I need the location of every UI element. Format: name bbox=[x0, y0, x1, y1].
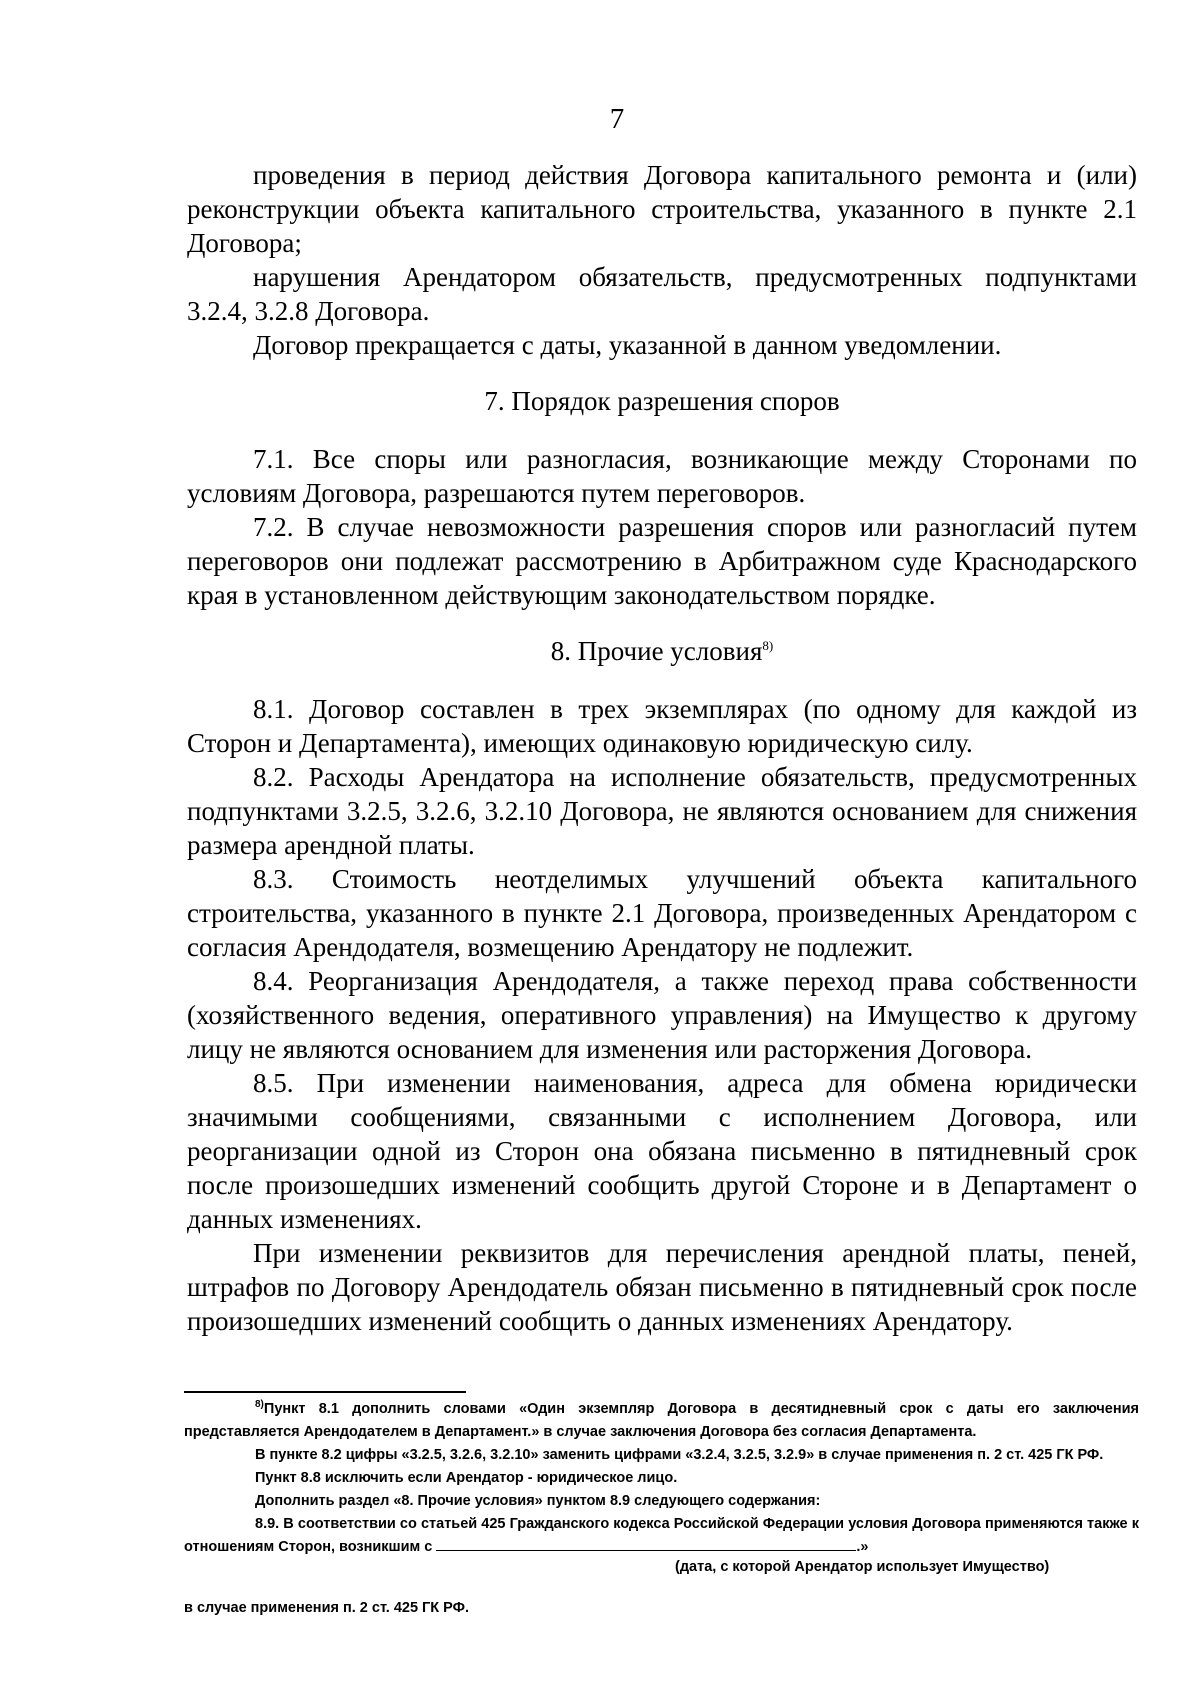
date-caption: (дата, с которой Арендатор использует Имущество) bbox=[675, 1559, 1050, 1575]
footnote-1-text: Пункт 8.1 дополнить словами «Один экземпляр Договора в десятидневный срок с даты его заключения представляется Арендодателем в Департамент.» в случае заключения Договора без согласия Департамента. bbox=[184, 1401, 1139, 1440]
footnote-5 bbox=[184, 1513, 1139, 1559]
footnote-1-mark: 8) bbox=[255, 1399, 264, 1411]
paragraph-8-4: 8.4. Реорганизация Арендодателя, а также переход права собственности (хозяйственного ведения, оперативного управления) на Имущество к другому лицу не являются основанием для изменения или расторжения Договора. bbox=[187, 966, 1137, 1064]
paragraph-8-3: 8.3. Стоимость неотделимых улучшений объекта капитального строительства, указанного в пункте 2.1 Договора, произведенных Арендатором с согласия Арендодателя, возмещению Арендатору не подлежит. bbox=[187, 864, 1137, 962]
page-number: 7 bbox=[609, 103, 625, 135]
document-body bbox=[187, 158, 1137, 1338]
footnote-2: В пункте 8.2 цифры «3.2.5, 3.2.6, 3.2.10» заменить цифрами «3.2.4, 3.2.5, 3.2.9» в случае применения п. 2 ст. 425 ГК РФ. bbox=[255, 1447, 1104, 1463]
date-blank-line bbox=[436, 1536, 856, 1551]
footnote-5-text: 8.9. В соответствии со статьей 425 Гражданского кодекса Российской Федерации условия Договора применяются также к отношениям Сторон, возникшим с bbox=[184, 1516, 1139, 1555]
paragraph-8-2: 8.2. Расходы Арендатора на исполнение обязательств, предусмотренных подпунктами 3.2.5, 3.2.6, 3.2.10 Договора, не являются основанием для снижения размера арендной платы. bbox=[187, 762, 1137, 860]
footnote-4: Дополнить раздел «8. Прочие условия» пунктом 8.9 следующего содержания: bbox=[255, 1493, 821, 1509]
section-heading-disputes: 7. Порядок разрешения споров bbox=[484, 386, 840, 416]
section-heading-other-text: 8. Прочие условия bbox=[550, 636, 763, 666]
footnote-1 bbox=[184, 1398, 1139, 1444]
footnotes bbox=[184, 1398, 1139, 1620]
paragraph-8-1: 8.1. Договор составлен в трех экземплярах (по одному для каждой из Сторон и Департамента), имеющих одинаковую юридическую силу. bbox=[187, 694, 1137, 758]
footnote-closing: в случае применения п. 2 ст. 425 ГК РФ. bbox=[184, 1600, 470, 1616]
footnote-5-end: .» bbox=[856, 1539, 869, 1555]
paragraph-7-2: 7.2. В случае невозможности разрешения споров или разногласий путем переговоров они подлежат рассмотрению в Арбитражном суде Краснодарского края в установленном действующим законодательством порядке. bbox=[187, 512, 1137, 610]
paragraph-intro-3: Договор прекращается с даты, указанной в данном уведомлении. bbox=[253, 330, 1002, 360]
footnote-separator bbox=[184, 1391, 466, 1393]
paragraph-intro-2: нарушения Арендатором обязательств, предусмотренных подпунктами 3.2.4, 3.2.8 Договора. bbox=[187, 262, 1137, 326]
paragraph-8-5: 8.5. При изменении наименования, адреса для обмена юридически значимыми сообщениями, связанными с исполнением Договора, или реорганизации одной из Сторон она обязана письменно в пятидневный срок после произошедших изменений сообщить другой Стороне и в Департамент о данных изменениях. bbox=[187, 1068, 1137, 1234]
footnote-3: Пункт 8.8 исключить если Арендатор - юридическое лицо. bbox=[255, 1470, 678, 1486]
footnote-mark: 8) bbox=[762, 638, 774, 653]
paragraph-intro-1: проведения в период действия Договора капитального ремонта и (или) реконструкции объекта капитального строительства, указанного в пункте 2.1 Договора; bbox=[187, 160, 1137, 258]
section-heading-other bbox=[187, 634, 1137, 668]
paragraph-7-1: 7.1. Все споры или разногласия, возникающие между Сторонами по условиям Договора, разрешаются путем переговоров. bbox=[187, 444, 1137, 508]
paragraph-8-5-b: При изменении реквизитов для перечисления арендной платы, пеней, штрафов по Договору Арендодатель обязан письменно в пятидневный срок после произошедших изменений сообщить о данных изменениях Арендатору. bbox=[187, 1238, 1137, 1336]
